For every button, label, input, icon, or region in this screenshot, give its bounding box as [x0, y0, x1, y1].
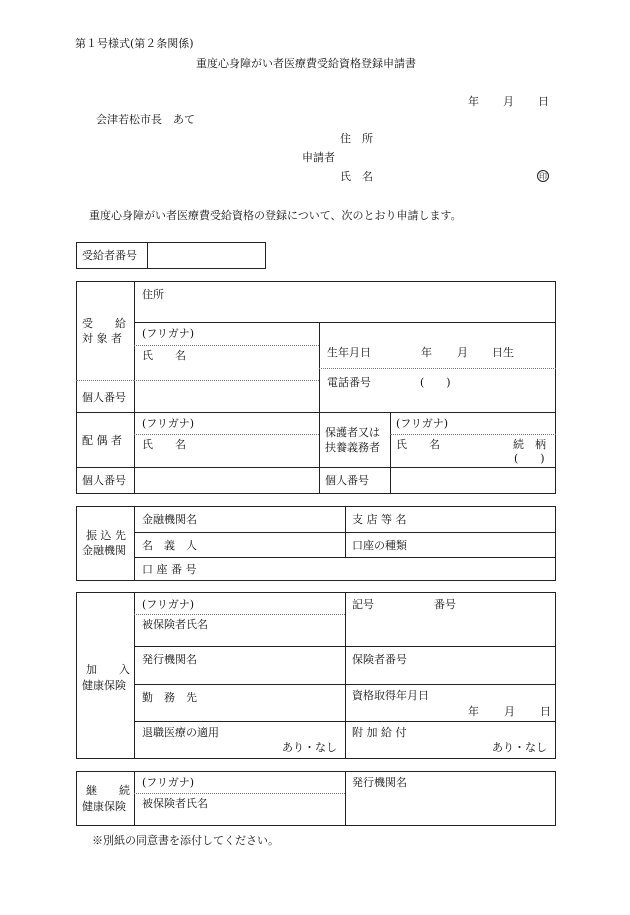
divider [134, 721, 556, 722]
divider [134, 380, 319, 381]
retire-medical-label: 退職医療の適用 [142, 726, 219, 739]
relation-paren[interactable]: ( ) [514, 452, 545, 465]
insurance-issuer-label[interactable]: 発行機関名 [142, 653, 197, 666]
seal-icon: 印 [539, 172, 547, 181]
guardian-furigana-label: (フリガナ) [396, 417, 449, 430]
insurer-number-label[interactable]: 保険者番号 [352, 653, 407, 666]
target-birth-month: 月 [457, 346, 468, 359]
employer-label[interactable]: 勤 務 先 [142, 691, 197, 704]
additional-benefit-choice[interactable]: あり・なし [492, 741, 547, 754]
divider [134, 506, 135, 581]
date-month-label: 月 [503, 95, 514, 108]
form-number: 第１号様式(第２条関係) [75, 37, 194, 50]
applicant-label: 申請者 [302, 151, 335, 164]
insurance-side-label-2: 健康保険 [82, 679, 126, 692]
divider [134, 281, 135, 494]
applicant-address-label: 住 所 [340, 132, 373, 145]
acquisition-month: 月 [504, 705, 515, 718]
divider [319, 322, 320, 494]
bank-institution-label[interactable]: 金融機関名 [142, 513, 197, 526]
divider [345, 506, 346, 557]
divider [76, 380, 134, 381]
insurance-side-label: 加 入 [86, 663, 130, 676]
divider [345, 771, 346, 826]
target-mynumber-label: 個人番号 [82, 391, 126, 404]
addressee: 会津若松市長 あて [96, 113, 195, 126]
target-side-label-2: 対 象 者 [82, 332, 122, 345]
continued-issuer-label[interactable]: 発行機関名 [352, 776, 407, 789]
divider [147, 242, 148, 269]
divider [134, 592, 135, 759]
target-furigana-label: (フリガナ) [142, 327, 195, 340]
acquisition-day: 日 [540, 705, 551, 718]
divider [134, 345, 319, 346]
insured-name-label[interactable]: 被保険者氏名 [142, 618, 208, 631]
additional-benefit-label: 附 加 給 付 [352, 726, 407, 739]
bank-account-number-label[interactable]: 口 座 番 号 [142, 563, 197, 576]
continued-furigana-label: (フリガナ) [142, 776, 195, 789]
retire-medical-choice[interactable]: あり・なし [282, 741, 337, 754]
divider [345, 592, 346, 759]
divider [134, 684, 556, 685]
continued-insured-name-label[interactable]: 被保険者氏名 [142, 797, 208, 810]
divider [134, 557, 556, 558]
target-side-label: 受 給 [82, 317, 126, 330]
divider [134, 614, 345, 615]
acquisition-year: 年 [468, 705, 479, 718]
divider [76, 412, 556, 413]
bank-side-label: 振 込 先 [86, 529, 126, 542]
relation-label: 続 柄 [513, 438, 546, 451]
bank-holder-label[interactable]: 名 義 人 [142, 539, 197, 552]
divider [134, 322, 556, 323]
divider [390, 412, 391, 494]
divider [390, 434, 556, 435]
divider [76, 467, 556, 468]
insurance-symbol-label[interactable]: 記号 [352, 598, 374, 611]
target-spouse-box [76, 281, 556, 494]
target-birth-label: 生年月日 [327, 346, 371, 359]
applicant-name-label: 氏 名 [340, 170, 373, 183]
insurance-number-label[interactable]: 番号 [434, 598, 456, 611]
form-title: 重度心身障がい者医療費受給資格登録申請書 [196, 57, 416, 70]
bank-side-label-2: 金融機関 [82, 544, 126, 557]
spouse-furigana-label: (フリガナ) [142, 417, 195, 430]
intro-text: 重度心身障がい者医療費受給資格の登録について、次のとおり申請します。 [89, 209, 462, 222]
continued-side-label-2: 健康保険 [82, 800, 126, 813]
divider [134, 646, 556, 647]
spouse-side-label: 配 偶 者 [82, 434, 122, 447]
continued-side-label: 継 続 [86, 784, 130, 797]
attachment-note: ※別紙の同意書を添付してください。 [92, 834, 279, 847]
guardian-label: 保護者又は [325, 426, 380, 439]
target-phone-paren[interactable]: ( ) [420, 376, 451, 389]
target-birth-day: 日生 [492, 346, 514, 359]
date-year-label: 年 [468, 95, 479, 108]
divider [134, 771, 135, 826]
insurance-furigana-label: (フリガナ) [142, 598, 195, 611]
target-birth-year: 年 [421, 346, 432, 359]
divider [319, 368, 556, 369]
guardian-label-2: 扶養義務者 [325, 441, 380, 454]
recipient-number-label: 受給者番号 [82, 249, 137, 262]
date-day-label: 日 [538, 95, 549, 108]
target-name-label[interactable]: 氏 名 [142, 349, 186, 362]
guardian-mynumber-label: 個人番号 [325, 474, 369, 487]
acquisition-date-label: 資格取得年月日 [352, 689, 429, 702]
spouse-name-label[interactable]: 氏 名 [142, 438, 186, 451]
spouse-mynumber-label: 個人番号 [82, 474, 126, 487]
divider [134, 434, 319, 435]
divider [134, 793, 345, 794]
target-address-label[interactable]: 住所 [142, 288, 164, 301]
bank-account-type-label[interactable]: 口座の種類 [352, 539, 407, 552]
bank-branch-label[interactable]: 支 店 等 名 [352, 513, 407, 526]
guardian-name-label[interactable]: 氏 名 [396, 438, 440, 451]
target-phone-label: 電話番号 [327, 376, 371, 389]
